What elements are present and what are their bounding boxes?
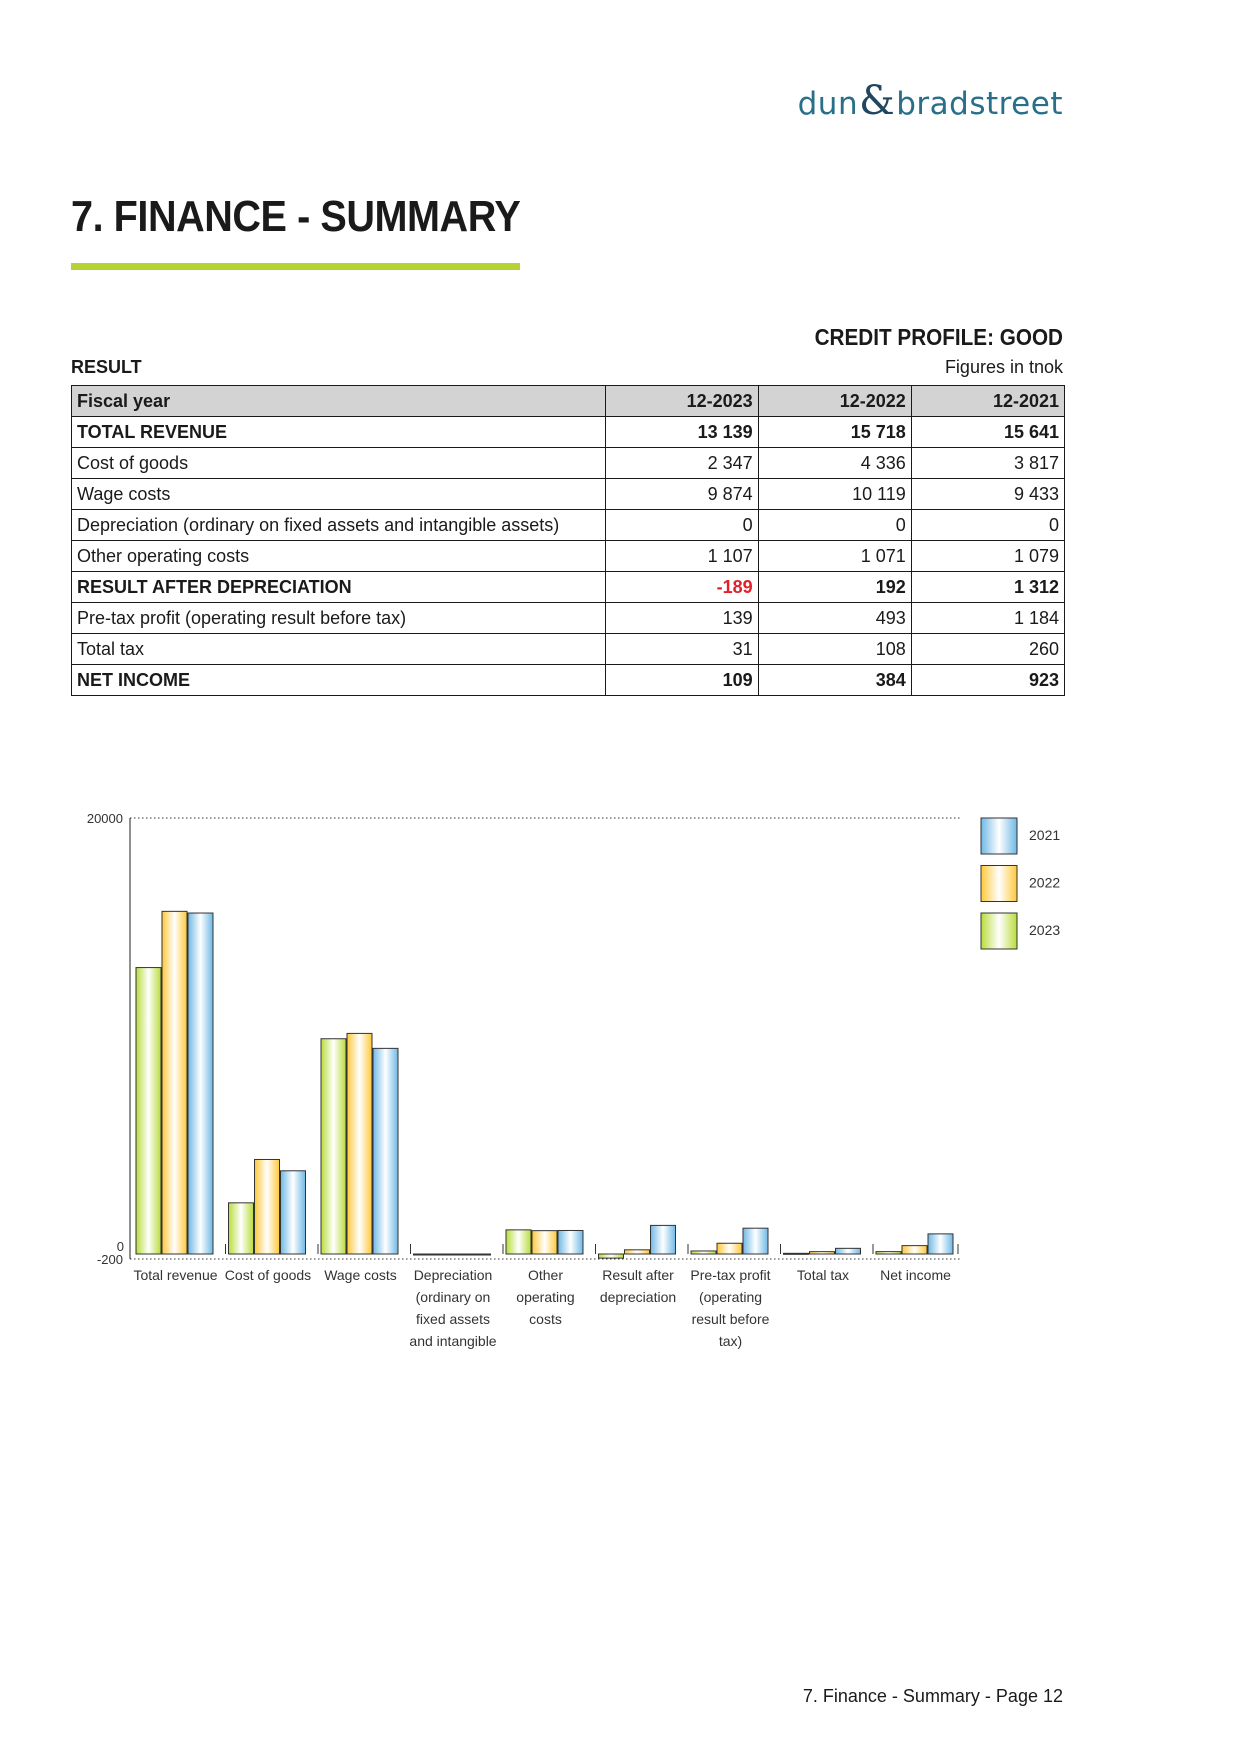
- logo-text-right: bradstreet: [896, 86, 1063, 122]
- bar-2021: [281, 1171, 306, 1254]
- y-tick-label: 20000: [86, 811, 123, 826]
- x-tick-label: (operating: [698, 1289, 763, 1305]
- bar-2021: [836, 1248, 861, 1254]
- cell-2021: 1 079: [911, 541, 1064, 572]
- cell-2021: 1 312: [911, 572, 1064, 603]
- cell-2021: 1 184: [911, 603, 1064, 634]
- x-tick-label: Depreciation: [413, 1267, 493, 1283]
- x-tick-label: result before: [691, 1311, 770, 1327]
- bar-2023: [599, 1254, 624, 1258]
- x-tick-label: Total tax: [796, 1267, 850, 1283]
- row-label: RESULT AFTER DEPRECIATION: [72, 572, 606, 603]
- x-tick-label: costs: [529, 1311, 562, 1327]
- logo-ampersand: &: [859, 78, 896, 124]
- cell-2023: 0: [605, 510, 758, 541]
- cell-2021: 923: [911, 665, 1064, 696]
- bar-2023: [876, 1252, 901, 1254]
- bar-2021: [558, 1230, 583, 1254]
- row-label: Total tax: [72, 634, 606, 665]
- units-label: Figures in tnok: [944, 357, 1063, 377]
- logo-text-left: dun: [797, 86, 859, 122]
- bar-2022: [162, 911, 187, 1254]
- bar-2022: [440, 1254, 465, 1255]
- bar-2023: [784, 1253, 809, 1254]
- cell-2021: 260: [911, 634, 1064, 665]
- cell-2023: 1 107: [605, 541, 758, 572]
- x-tick-label: (ordinary on: [415, 1289, 491, 1305]
- credit-profile: CREDIT PROFILE: GOOD: [814, 324, 1063, 350]
- x-tick-label: tax): [718, 1333, 743, 1349]
- column-header: Fiscal year: [72, 386, 606, 417]
- bar-2021: [188, 913, 213, 1254]
- bar-2022: [255, 1159, 280, 1254]
- cell-2022: 192: [758, 572, 911, 603]
- bar-2022: [625, 1250, 650, 1254]
- row-label: TOTAL REVENUE: [72, 417, 606, 448]
- section-label: RESULT: [71, 357, 142, 377]
- legend-label: 2021: [1029, 827, 1061, 843]
- x-tick-label: and intangible: [409, 1333, 497, 1349]
- bar-2022: [347, 1033, 372, 1254]
- cell-2023: -189: [605, 572, 758, 603]
- cell-2022: 493: [758, 603, 911, 634]
- bar-2023: [136, 968, 161, 1254]
- bar-2021: [743, 1228, 768, 1254]
- bar-2021: [373, 1048, 398, 1254]
- cell-2022: 10 119: [758, 479, 911, 510]
- bar-2021: [466, 1254, 491, 1255]
- cell-2023: 2 347: [605, 448, 758, 479]
- x-tick-label: Pre-tax profit: [690, 1267, 771, 1283]
- x-tick-label: Other: [527, 1267, 564, 1283]
- cell-2023: 31: [605, 634, 758, 665]
- bar-2023: [506, 1230, 531, 1254]
- bar-2022: [810, 1252, 835, 1254]
- cell-2022: 108: [758, 634, 911, 665]
- cell-2021: 15 641: [911, 417, 1064, 448]
- row-label: Other operating costs: [72, 541, 606, 572]
- y-tick-label: -200: [96, 1252, 123, 1267]
- cell-2023: 9 874: [605, 479, 758, 510]
- row-label: Wage costs: [72, 479, 606, 510]
- cell-2022: 15 718: [758, 417, 911, 448]
- bar-2022: [717, 1243, 742, 1254]
- bar-2023: [321, 1039, 346, 1254]
- row-label: Cost of goods: [72, 448, 606, 479]
- cell-2023: 139: [605, 603, 758, 634]
- x-tick-label: depreciation: [599, 1289, 677, 1305]
- cell-2022: 1 071: [758, 541, 911, 572]
- x-tick-label: Wage costs: [324, 1267, 397, 1283]
- bar-2021: [651, 1225, 676, 1254]
- cell-2023: 109: [605, 665, 758, 696]
- x-tick-label: fixed assets: [416, 1311, 490, 1327]
- legend-swatch: [981, 913, 1017, 949]
- y-tick-label: 0: [116, 1239, 124, 1254]
- page-title: 7. FINANCE - SUMMARY: [71, 192, 521, 241]
- bar-2023: [414, 1254, 439, 1255]
- cell-2022: 4 336: [758, 448, 911, 479]
- legend-label: 2022: [1029, 874, 1061, 891]
- cell-2023: 13 139: [605, 417, 758, 448]
- cell-2022: 0: [758, 510, 911, 541]
- x-tick-label: Net income: [880, 1267, 951, 1283]
- row-label: Pre-tax profit (operating result before tax): [72, 603, 606, 634]
- x-tick-label: operating: [516, 1289, 575, 1305]
- x-tick-label: Cost of goods: [224, 1267, 312, 1283]
- bar-2023: [229, 1203, 254, 1254]
- page-footer: 7. Finance - Summary - Page 12: [802, 1686, 1063, 1706]
- row-label: NET INCOME: [72, 665, 606, 696]
- legend-swatch: [981, 818, 1017, 854]
- legend-label: 2023: [1029, 922, 1061, 938]
- bar-2022: [532, 1231, 557, 1254]
- bar-2023: [691, 1251, 716, 1254]
- cell-2021: 3 817: [911, 448, 1064, 479]
- legend-swatch: [981, 866, 1017, 902]
- bar-2022: [902, 1246, 927, 1254]
- cell-2021: 9 433: [911, 479, 1064, 510]
- column-header: 12-2022: [758, 386, 911, 417]
- x-tick-label: Total revenue: [133, 1267, 218, 1283]
- row-label: Depreciation (ordinary on fixed assets and intangible assets): [72, 510, 606, 541]
- x-tick-label: Result after: [602, 1267, 674, 1283]
- cell-2022: 384: [758, 665, 911, 696]
- column-header: 12-2023: [605, 386, 758, 417]
- column-header: 12-2021: [911, 386, 1064, 417]
- bar-2021: [928, 1234, 953, 1254]
- cell-2021: 0: [911, 510, 1064, 541]
